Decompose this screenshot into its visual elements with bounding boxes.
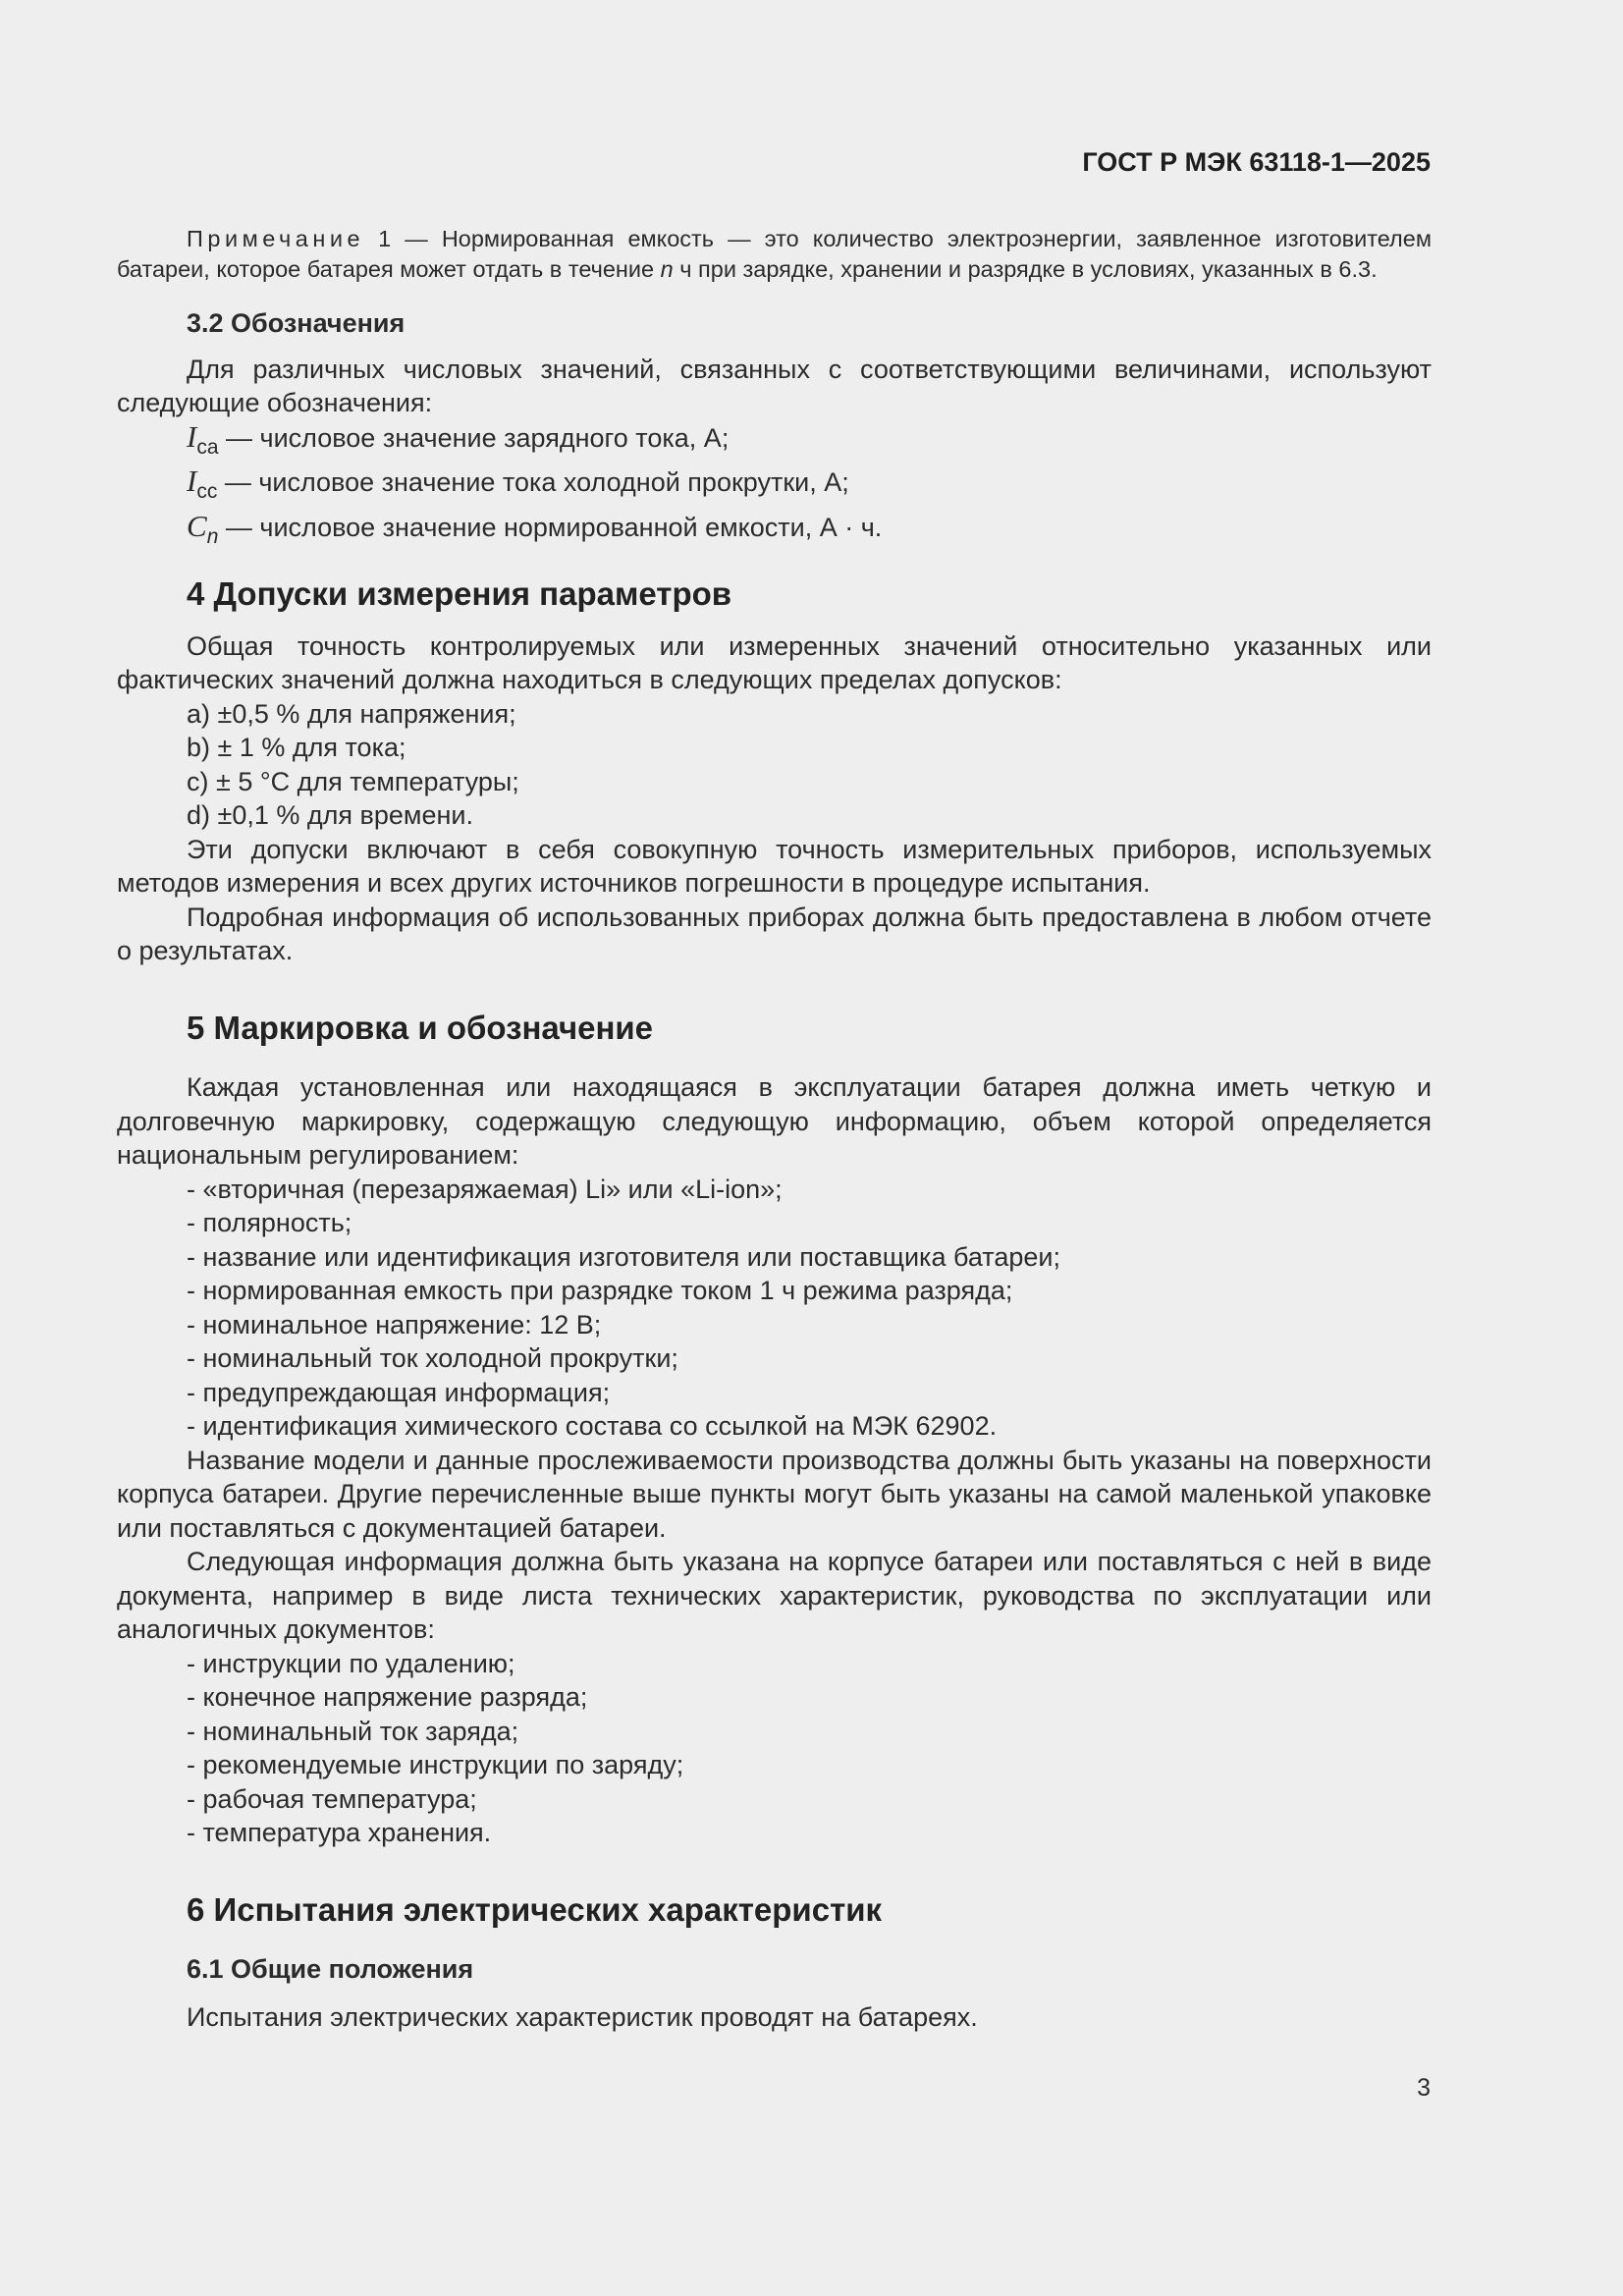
note-label: Примечание xyxy=(187,226,365,251)
note-n-symbol: n xyxy=(660,256,674,282)
section-4-paragraph-1: Эти допуски включают в себя совокупную точность измерительных приборов, используемых методов измерения и всех других источников погрешности в процедуре испытания. xyxy=(117,834,1432,898)
symbol-ica-sub: ca xyxy=(196,435,219,459)
page-content xyxy=(117,224,1432,2034)
symbol-cn xyxy=(117,510,1432,555)
tolerance-item: c) ± 5 °С для температуры; xyxy=(187,766,519,796)
symbol-cn-base: C xyxy=(187,508,207,543)
marking-item: - предупреждающая информация; xyxy=(187,1377,611,1407)
documentation-item: - рабочая температура; xyxy=(187,1783,477,1814)
documentation-item: - инструкции по удалению; xyxy=(187,1648,515,1678)
symbol-ica-text: — числовое значение зарядного тока, А; xyxy=(218,422,730,453)
marking-item: - нормированная емкость при разрядке током 1 ч режима разряда; xyxy=(187,1276,1013,1305)
marking-item: - идентификация химического состава со ссылкой на МЭК 62902. xyxy=(187,1411,998,1441)
section-4-intro: Общая точность контролируемых или измеренных значений относительно указанных или фактических значений должна находиться в следующих пределах допусков: xyxy=(117,630,1432,694)
section-6-1-paragraph: Испытания электрических характеристик проводят на батареях. xyxy=(187,2001,978,2032)
document-header: ГОСТ Р МЭК 63118-1—2025 xyxy=(1082,147,1431,177)
tolerance-item: b) ± 1 % для тока; xyxy=(187,733,406,762)
section-4-heading: 4 Допуски измерения параметров xyxy=(187,575,732,612)
note-text-after: ч при зарядке, хранении и разрядке в условиях, указанных в 6.3. xyxy=(673,256,1378,282)
marking-item: - «вторичная (перезаряжаемая) Li» или «Li-ion»; xyxy=(187,1174,783,1204)
documentation-item: - температура хранения. xyxy=(187,1818,492,1847)
section-3-2-intro: Для различных числовых значений, связанных с соответствующими величинами, используют следующие обозначения: xyxy=(117,354,1432,417)
symbol-icc-sub: cc xyxy=(196,480,218,503)
marking-item: - полярность; xyxy=(187,1208,352,1237)
symbol-ica xyxy=(117,420,1432,465)
symbol-icc xyxy=(117,465,1432,510)
documentation-item: - конечное напряжение разряда; xyxy=(187,1682,588,1712)
documentation-item: - номинальный ток заряда; xyxy=(187,1716,519,1746)
tolerance-item: d) ±0,1 % для времени. xyxy=(187,800,473,830)
marking-item: - номинальное напряжение: 12 В; xyxy=(187,1309,602,1339)
section-5-intro: Каждая установленная или находящаяся в эксплуатации батарея должна иметь четкую и долговечную маркировку, содержащую следующую информацию, объем которой определяется национальным регулированием: xyxy=(117,1072,1432,1170)
marking-item: - номинальный ток холодной прокрутки; xyxy=(187,1343,678,1373)
section-5-paragraph-2: Следующая информация должна быть указана на корпусе батареи или поставляться с ней в виде документа, например в виде листа технических характеристик, руководства по эксплуатации или аналогичных документов: xyxy=(117,1547,1432,1644)
note-number: 1 xyxy=(378,226,392,251)
section-5-heading: 5 Маркировка и обозначение xyxy=(187,1009,654,1046)
section-5-paragraph-1: Название модели и данные прослеживаемости производства должны быть указаны на поверхности корпуса батареи. Другие перечисленные выше пункты могут быть указаны на самой маленькой упаковке или поставляться с документацией батареи. xyxy=(117,1445,1432,1543)
section-6-1-heading: 6.1 Общие положения xyxy=(187,1954,474,1984)
page-number: 3 xyxy=(1417,2074,1431,2102)
symbol-ica-base: I xyxy=(187,418,197,454)
documentation-item: - рекомендуемые инструкции по заряду; xyxy=(187,1750,684,1779)
symbol-cn-text: — числовое значение нормированной емкости, А · ч. xyxy=(218,512,883,542)
symbol-icc-text: — числовое значение тока холодной прокрутки, А; xyxy=(217,467,849,497)
note-text-before: — Нормированная емкость — это количество электроэнергии, заявленное изготовителем батареи, которое батарея может отдать в течение xyxy=(117,226,1432,282)
symbol-icc-base: I xyxy=(187,464,197,498)
tolerance-item: a) ±0,5 % для напряжения; xyxy=(187,698,516,729)
marking-item: - название или идентификация изготовителя или поставщика батареи; xyxy=(187,1241,1060,1272)
section-6-heading: 6 Испытания электрических характеристик xyxy=(187,1890,883,1928)
section-3-2-heading: 3.2 Обозначения xyxy=(187,308,406,338)
note-1 xyxy=(117,224,1432,285)
symbol-cn-sub: n xyxy=(206,524,219,548)
section-4-paragraph-2: Подробная информация об использованных приборах должна быть предоставлена в любом отчете о результатах. xyxy=(117,902,1432,965)
